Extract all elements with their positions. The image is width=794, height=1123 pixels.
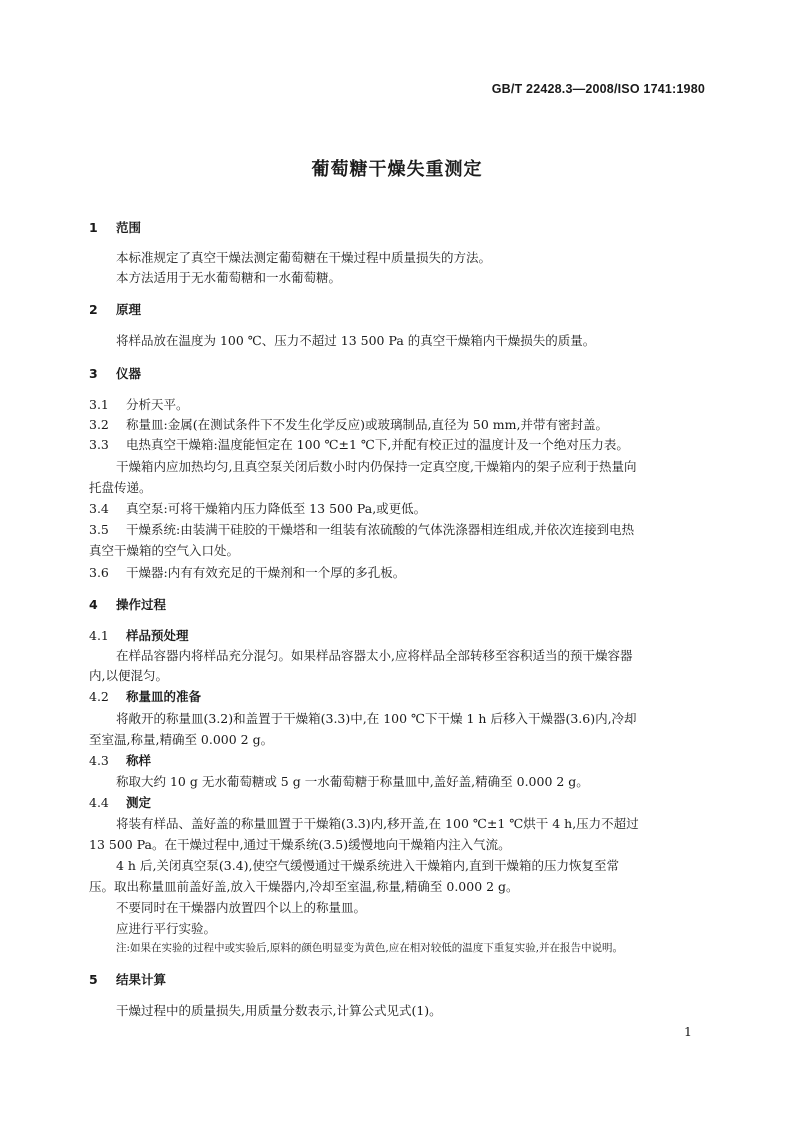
item-number: 3.4 bbox=[89, 501, 109, 516]
subsection-heading bbox=[89, 795, 151, 811]
section-title: 原理 bbox=[116, 302, 142, 317]
note: 注:如果在实验的过程中或实验后,原料的颜色明显变为黄色,应在相对较低的温度下重复实验,并在报告中说明。 bbox=[116, 942, 624, 954]
section-number: 1 bbox=[89, 220, 98, 235]
section-number: 2 bbox=[89, 302, 98, 317]
page-title: 葡萄糖干燥失重测定 bbox=[311, 159, 483, 180]
list-item bbox=[89, 417, 608, 433]
item-text: 电热真空干燥箱:温度能恒定在 100 ℃±1 ℃下,并配有校正过的温度计及一个绝对压力表。 bbox=[126, 437, 629, 452]
subsection-heading bbox=[89, 753, 151, 769]
section-title: 范围 bbox=[116, 220, 142, 235]
paragraph: 真空干燥箱的空气入口处。 bbox=[89, 543, 240, 558]
paragraph: 干燥箱内应加热均匀,且真空泵关闭后数小时内仍保持一定真空度,干燥箱内的架子应利于热量向 bbox=[116, 459, 637, 474]
subsection-title: 称量皿的准备 bbox=[126, 689, 202, 704]
subsection-heading bbox=[89, 689, 201, 705]
item-number: 3.2 bbox=[89, 417, 109, 432]
paragraph: 本方法适用于无水葡萄糖和一水葡萄糖。 bbox=[116, 270, 342, 285]
paragraph: 将装有样品、盖好盖的称量皿置于干燥箱(3.3)内,移开盖,在 100 ℃±1 ℃烘干 4 h,压力不超过 bbox=[116, 816, 639, 831]
subsection-title: 称样 bbox=[126, 753, 152, 768]
paragraph: 压。取出称量皿前盖好盖,放入干燥器内,冷却至室温,称量,精确至 0.000 2 g。 bbox=[89, 879, 519, 894]
section-2-heading bbox=[89, 302, 141, 318]
paragraph: 将样品放在温度为 100 ℃、压力不超过 13 500 Pa 的真空干燥箱内干燥损失的质量。 bbox=[116, 333, 596, 348]
item-text: 称量皿:金属(在测试条件下不发生化学反应)或玻璃制品,直径为 50 mm,并带有密封盖。 bbox=[126, 417, 608, 432]
item-number: 4.1 bbox=[89, 628, 109, 643]
section-title: 结果计算 bbox=[116, 972, 167, 987]
item-number: 4.2 bbox=[89, 689, 109, 704]
paragraph: 至室温,称量,精确至 0.000 2 g。 bbox=[89, 732, 274, 747]
item-number: 3.3 bbox=[89, 437, 109, 452]
subsection-title: 测定 bbox=[126, 795, 152, 810]
section-4-heading bbox=[89, 597, 166, 613]
standard-number: GB/T 22428.3—2008/ISO 1741:1980 bbox=[491, 82, 705, 96]
item-number: 3.1 bbox=[89, 397, 109, 412]
list-item bbox=[89, 565, 405, 581]
item-number: 4.3 bbox=[89, 753, 109, 768]
section-number: 5 bbox=[89, 972, 98, 987]
paragraph: 将敞开的称量皿(3.2)和盖置于干燥箱(3.3)中,在 100 ℃下干燥 1 h 后移入干燥器(3.6)内,冷却 bbox=[116, 711, 637, 726]
section-1-heading bbox=[89, 220, 141, 236]
paragraph: 干燥过程中的质量损失,用质量分数表示,计算公式见式(1)。 bbox=[116, 1003, 442, 1018]
paragraph: 应进行平行实验。 bbox=[116, 921, 217, 936]
item-text: 分析天平。 bbox=[126, 397, 189, 412]
list-item bbox=[89, 522, 634, 538]
item-number: 4.4 bbox=[89, 795, 109, 810]
paragraph: 13 500 Pa。在干燥过程中,通过干燥系统(3.5)缓慢地向干燥箱内注入气流。 bbox=[89, 837, 511, 852]
section-title: 仪器 bbox=[116, 366, 142, 381]
section-title: 操作过程 bbox=[116, 597, 167, 612]
item-number: 3.6 bbox=[89, 565, 109, 580]
item-text: 真空泵:可将干燥箱内压力降低至 13 500 Pa,或更低。 bbox=[126, 501, 427, 516]
item-text: 干燥系统:由装满干硅胶的干燥塔和一组装有浓硫酸的气体洗涤器相连组成,并依次连接到电热 bbox=[126, 522, 635, 537]
section-number: 4 bbox=[89, 597, 98, 612]
list-item bbox=[89, 501, 426, 517]
paragraph: 不要同时在干燥器内放置四个以上的称量皿。 bbox=[116, 900, 367, 915]
subsection-heading bbox=[89, 628, 189, 644]
section-5-heading bbox=[89, 972, 166, 988]
paragraph: 在样品容器内将样品充分混匀。如果样品容器太小,应将样品全部转移至容积适当的预干燥容器 bbox=[116, 648, 633, 663]
list-item bbox=[89, 397, 189, 413]
page-number: 1 bbox=[684, 1024, 692, 1039]
paragraph: 本标准规定了真空干燥法测定葡萄糖在干燥过程中质量损失的方法。 bbox=[116, 250, 492, 265]
item-text: 干燥器:内有有效充足的干燥剂和一个厚的多孔板。 bbox=[126, 565, 406, 580]
list-item bbox=[89, 437, 629, 453]
subsection-title: 样品预处理 bbox=[126, 628, 189, 643]
paragraph: 托盘传递。 bbox=[89, 480, 152, 495]
item-number: 3.5 bbox=[89, 522, 109, 537]
section-number: 3 bbox=[89, 366, 98, 381]
paragraph: 4 h 后,关闭真空泵(3.4),使空气缓慢通过干燥系统进入干燥箱内,直到干燥箱的压力恢复至常 bbox=[116, 858, 620, 873]
paragraph: 称取大约 10 g 无水葡萄糖或 5 g 一水葡萄糖于称量皿中,盖好盖,精确至 0.000 2 g。 bbox=[116, 774, 589, 789]
paragraph: 内,以便混匀。 bbox=[89, 668, 168, 683]
section-3-heading bbox=[89, 366, 141, 382]
